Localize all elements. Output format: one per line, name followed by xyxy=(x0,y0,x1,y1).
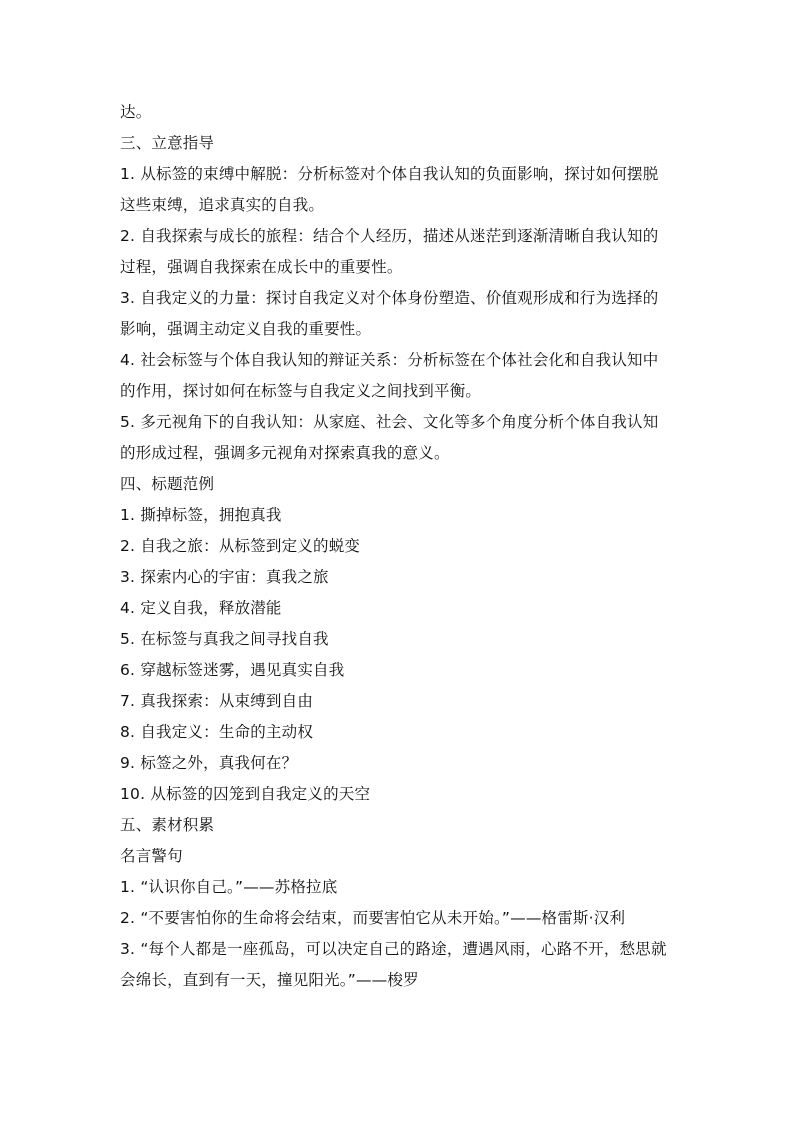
guidance-item-4-line-1: 4. 社会标签与个体自我认知的辩证关系：分析标签在个体社会化和自我认知中 xyxy=(120,351,659,369)
guidance-item-5-line-1: 5. 多元视角下的自我认知：从家庭、社会、文化等多个角度分析个体自我认知 xyxy=(120,413,659,431)
title-example-7: 7. 真我探索：从束缚到自由 xyxy=(120,692,314,710)
guidance-item-2-line-2: 过程，强调自我探索在成长中的重要性。 xyxy=(120,258,403,276)
quote-2: 2. “不要害怕你的生命将会结束，而要害怕它从未开始。”——格雷斯·汉利 xyxy=(120,909,626,927)
title-example-1: 1. 撕掉标签，拥抱真我 xyxy=(120,506,282,524)
guidance-item-3-line-1: 3. 自我定义的力量：探讨自我定义对个体身份塑造、价值观形成和行为选择的 xyxy=(120,289,659,307)
guidance-item-4-line-2: 的作用，探讨如何在标签与自我定义之间找到平衡。 xyxy=(120,382,482,400)
guidance-item-1-line-1: 1. 从标签的束缚中解脱：分析标签对个体自我认知的负面影响，探讨如何摆脱 xyxy=(120,165,659,183)
title-example-4: 4. 定义自我，释放潜能 xyxy=(120,599,282,617)
title-example-5: 5. 在标签与真我之间寻找自我 xyxy=(120,630,329,648)
guidance-item-1-line-2: 这些束缚，追求真实的自我。 xyxy=(120,196,325,214)
section-heading-guidance: 三、立意指导 xyxy=(120,134,215,152)
title-example-2: 2. 自我之旅：从标签到定义的蜕变 xyxy=(120,537,361,555)
guidance-item-3-line-2: 影响，强调主动定义自我的重要性。 xyxy=(120,320,372,338)
guidance-item-2-line-1: 2. 自我探索与成长的旅程：结合个人经历，描述从迷茫到逐渐清晰自我认知的 xyxy=(120,227,659,245)
quote-1: 1. “认识你自己。”——苏格拉底 xyxy=(120,878,338,896)
document-body xyxy=(120,97,680,996)
title-example-10: 10. 从标签的囚笼到自我定义的天空 xyxy=(120,785,371,803)
section-heading-materials: 五、素材积累 xyxy=(120,816,215,834)
title-example-6: 6. 穿越标签迷雾，遇见真实自我 xyxy=(120,661,345,679)
quote-3-line-1: 3. “每个人都是一座孤岛，可以决定自己的路途，遭遇风雨，心路不开，愁思就 xyxy=(120,940,667,958)
quote-3-line-2: 会绵长，直到有一天，撞见阳光。”——梭罗 xyxy=(120,971,419,989)
guidance-item-5-line-2: 的形成过程，强调多元视角对探索真我的意义。 xyxy=(120,444,450,462)
paragraph-fragment: 达。 xyxy=(120,103,152,121)
section-heading-title-examples: 四、标题范例 xyxy=(120,475,215,493)
title-example-8: 8. 自我定义：生命的主动权 xyxy=(120,723,314,741)
title-example-3: 3. 探索内心的宇宙：真我之旅 xyxy=(120,568,329,586)
title-example-9: 9. 标签之外，真我何在？ xyxy=(120,754,298,772)
subheading-quotes: 名言警句 xyxy=(120,847,183,865)
